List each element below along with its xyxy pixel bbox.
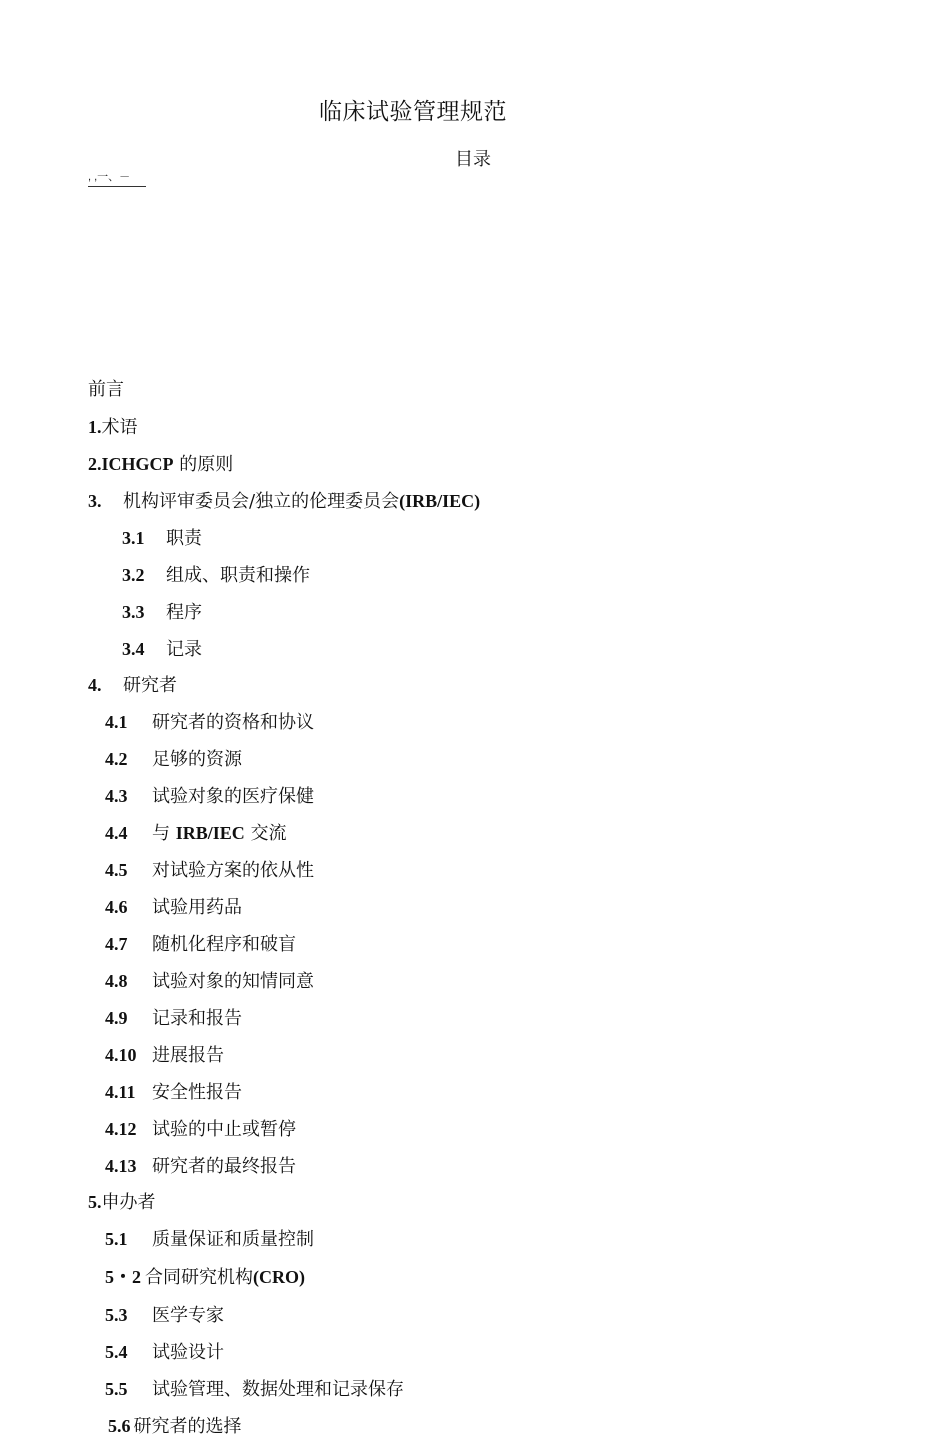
toc-number: 4.11 — [105, 1082, 136, 1102]
toc-entry-4-9[interactable] — [105, 1004, 242, 1032]
toc-number: 5.6 — [108, 1416, 131, 1436]
toc-label: 研究者的资格和协议 — [152, 712, 314, 733]
toc-label: 术语 — [101, 417, 138, 438]
toc-entry-5[interactable] — [88, 1188, 156, 1216]
toc-label: 对试验方案的依从性 — [152, 860, 314, 881]
toc-entry-5-2[interactable] — [105, 1263, 305, 1291]
toc-entry-2[interactable] — [88, 450, 233, 478]
toc-entry-4-5[interactable] — [105, 856, 314, 884]
toc-label: 职责 — [166, 528, 202, 549]
toc-label: 与 IRB/IEC 交流 — [152, 823, 287, 844]
toc-number: 2. — [88, 454, 102, 474]
toc-number: 4.1 — [105, 712, 128, 732]
toc-number: 1. — [88, 417, 102, 437]
toc-label: 试验对象的医疗保健 — [152, 786, 314, 807]
toc-number: 3.2 — [122, 565, 145, 585]
toc-label: 组成、职责和操作 — [166, 565, 310, 586]
toc-entry-4[interactable] — [88, 671, 177, 699]
toc-label: 进展报告 — [152, 1045, 224, 1066]
header-artifact: , ,一、－ — [88, 171, 131, 183]
toc-label: 试验设计 — [152, 1342, 224, 1363]
toc-entry-4-4[interactable] — [105, 819, 287, 847]
toc-number: 4.9 — [105, 1008, 128, 1028]
toc-number: 4.6 — [105, 897, 128, 917]
toc-entry-4-2[interactable] — [105, 745, 242, 773]
toc-label: 程序 — [166, 602, 202, 623]
toc-label: 质量保证和质量控制 — [152, 1229, 314, 1250]
toc-entry-4-8[interactable] — [105, 967, 314, 995]
toc-entry-1[interactable] — [88, 413, 138, 441]
toc-number: 4.13 — [105, 1156, 137, 1176]
toc-number: 4.8 — [105, 971, 128, 991]
toc-label: 试验对象的知情同意 — [152, 971, 314, 992]
toc-number: 3.1 — [122, 528, 145, 548]
toc-entry-4-7[interactable] — [105, 930, 296, 958]
toc-entry-3-3[interactable] — [122, 598, 202, 626]
toc-number: 4.12 — [105, 1119, 137, 1139]
toc-label: 申办者 — [101, 1192, 156, 1213]
toc-label: 足够的资源 — [152, 749, 242, 770]
toc-number: 4. — [88, 675, 102, 695]
toc-entry-4-12[interactable] — [105, 1115, 296, 1143]
toc-number: 4.3 — [105, 786, 128, 806]
toc-number: 3. — [88, 491, 102, 511]
toc-number: 5.1 — [105, 1229, 128, 1249]
toc-label: 随机化程序和破盲 — [152, 934, 296, 955]
toc-label: ICHGCP 的原则 — [101, 454, 234, 475]
toc-entry-4-11[interactable] — [105, 1078, 242, 1106]
toc-number: 4.2 — [105, 749, 128, 769]
toc-label: 记录 — [166, 639, 202, 660]
document-title: 临床试验管理规范 — [319, 99, 507, 125]
toc-number: 4.4 — [105, 823, 128, 843]
toc-label: 试验用药品 — [152, 897, 242, 918]
toc-label: 研究者的选择 — [133, 1416, 242, 1437]
toc-entry-3-4[interactable] — [122, 635, 202, 663]
document-subtitle: 目录 — [455, 149, 491, 170]
toc-label: 研究者的最终报告 — [152, 1156, 296, 1177]
toc-entry-5-4[interactable] — [105, 1338, 224, 1366]
toc-entry-preface[interactable] — [88, 376, 124, 404]
toc-label: 安全性报告 — [152, 1082, 242, 1103]
toc-number: 4.7 — [105, 934, 128, 954]
header-artifact-underline — [88, 186, 146, 187]
toc-entry-4-6[interactable] — [105, 893, 242, 921]
toc-number: 5. — [88, 1192, 102, 1212]
toc-entry-5-3[interactable] — [105, 1301, 224, 1329]
toc-label: 机构评审委员会/独立的伦理委员会(IRB/IEC) — [123, 491, 481, 512]
toc-number: 4.5 — [105, 860, 128, 880]
toc-entry-3-1[interactable] — [122, 524, 202, 552]
toc-label: 前言 — [88, 379, 124, 400]
toc-number: 5.4 — [105, 1342, 128, 1362]
toc-number: 5.5 — [105, 1379, 128, 1399]
toc-entry-5-1[interactable] — [105, 1225, 314, 1253]
toc-label: 研究者 — [123, 675, 177, 696]
toc-label: 医学专家 — [152, 1305, 224, 1326]
toc-entry-5-6[interactable] — [108, 1412, 242, 1440]
toc-label: 合同研究机构(CRO) — [145, 1267, 305, 1288]
toc-label: 试验管理、数据处理和记录保存 — [152, 1379, 404, 1400]
toc-entry-3[interactable] — [88, 487, 480, 515]
toc-entry-5-5[interactable] — [105, 1375, 404, 1403]
toc-entry-3-2[interactable] — [122, 561, 310, 589]
toc-entry-4-3[interactable] — [105, 782, 314, 810]
toc-number: 3.3 — [122, 602, 145, 622]
toc-label: 记录和报告 — [152, 1008, 242, 1029]
toc-label: 试验的中止或暂停 — [152, 1119, 296, 1140]
toc-entry-4-1[interactable] — [105, 708, 314, 736]
toc-number: 5.3 — [105, 1305, 128, 1325]
toc-entry-4-13[interactable] — [105, 1152, 296, 1180]
toc-number: 5・2 — [105, 1267, 141, 1287]
toc-number: 4.10 — [105, 1045, 137, 1065]
toc-number: 3.4 — [122, 639, 145, 659]
toc-entry-4-10[interactable] — [105, 1041, 224, 1069]
